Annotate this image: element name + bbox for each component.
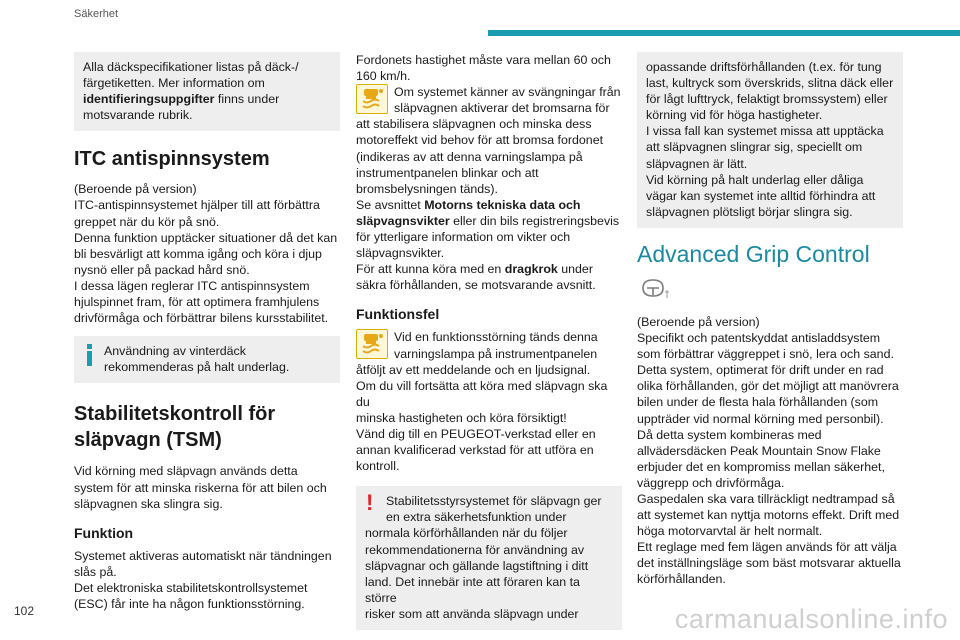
text-line [356, 197, 622, 213]
text-line: uppträder vid normal körning med personbil). [637, 411, 884, 426]
text-line: slås på. [74, 564, 117, 579]
text-line: I dessa lägen reglerar ITC antispinnsystem [74, 278, 310, 293]
text-line: släpvagnen ska slingra sig. [74, 496, 223, 511]
warning-line: för lågt lufttryck, felaktigt bromssystem) eller [646, 92, 888, 107]
text-line: varningslampa på instrumentpanelen [394, 346, 598, 361]
funktion-heading: Funktion [74, 524, 134, 541]
text-line: som förbättrar väggreppet i snö, lera och sand. [637, 347, 894, 362]
warning-line: Stabilitetsstyrsystemet för släpvagn ger [386, 494, 602, 509]
text-line: släpvagnsvikter. [356, 246, 445, 261]
bold-term: släpvagnsvikter [356, 213, 450, 228]
text-line: minska hastigheten och köra försiktigt! [356, 410, 567, 425]
text-line: instrumentpanelen blinkar och att [356, 165, 539, 180]
text-line: Det elektroniska stabilitetskontrollsystemet [74, 580, 308, 595]
fault-paragraph [356, 329, 622, 361]
heading-line: Stabilitetskontroll för [74, 403, 276, 426]
warning-line: Vid körning på halt underlag eller dåliga [646, 172, 864, 187]
note-line: Alla däckspecifikationer listas på däck-/ [83, 60, 299, 74]
column-2 [356, 52, 622, 630]
text-line: bli besvärligt att komma igång och köra i djup [74, 246, 322, 261]
text-line: Specifikt och patentskyddat antisladdsystem [637, 331, 881, 346]
text-line: åtföljt av ett meddelande och en ljudsignal. [356, 362, 591, 377]
agc-heading: Advanced Grip Control [637, 240, 870, 267]
tire-spec-note [74, 52, 340, 131]
text-line: Vid körning med släpvagn används detta [74, 464, 298, 479]
text-line: Detta system, optimerat för drift under en rad [637, 363, 884, 378]
text-line: att systemet kan nyttja motorns effekt. Drift med [637, 508, 900, 523]
text-line: (Beroende på version) [74, 182, 197, 197]
warning-line: normala körförhållanden när du följer [365, 526, 568, 541]
agc-body [637, 314, 903, 588]
text-line: höga motorvarvtal är helt normalt. [637, 524, 823, 539]
header-accent-bar [488, 30, 960, 36]
text-line: Gaspedalen ska vara tillräckligt nedtrampad så [637, 491, 895, 506]
text-line: hjulspinnet fram, för att optimera framhjulens [74, 295, 320, 310]
text-line: (indikeras av att denna varningslampa på [356, 149, 583, 164]
itc-body [74, 181, 340, 326]
text-line: (Beroende på version) [637, 314, 760, 329]
note-line: motsvarande rubrik. [83, 108, 193, 123]
funktionsfel-heading: Funktionsfel [356, 306, 440, 323]
column-1 [74, 52, 340, 612]
text: För att kunna köra med en [356, 262, 505, 277]
text-line: annan kvalificerad verkstad för att utföra en [356, 443, 594, 458]
text-line: erbjuder det en kompromiss mellan säkerhet, [637, 459, 885, 474]
text-line: Om systemet känner av svängningar från [394, 85, 621, 100]
text-line: säkra förhållanden, se motsvarande avsnitt. [356, 278, 596, 293]
text-line: Vid en funktionsstörning tänds denna [394, 330, 598, 345]
text-line [356, 261, 622, 277]
warning-line: opassande driftsförhållanden (t.ex. för tung [646, 60, 882, 74]
info-line: rekommenderas på halt underlag. [104, 360, 290, 375]
warning-line: släpvagnen är lätt. [646, 156, 748, 171]
oscillation-paragraph [356, 84, 622, 116]
note-text: finns under [214, 92, 280, 107]
warning-line: risker som att använda släpvagn under [365, 606, 579, 621]
text-line: kontroll. [356, 459, 400, 474]
text-line: väggrepp och drivförmåga. [637, 475, 785, 490]
text-line: bilen under de flesta hala förhållanden (som [637, 395, 879, 410]
note-line: färgetiketten. Mer information om [83, 76, 265, 91]
warning-icon: ! [366, 490, 374, 516]
text-line: olika förhållanden, gör det möjligt att manövrera [637, 379, 899, 394]
text-line: släpvagnen aktiverar det bromsarna för [394, 101, 610, 116]
text: eller din bils registreringsbevis [449, 213, 620, 228]
winter-tyre-info-box [74, 336, 340, 383]
bold-term: Motorns tekniska data och [424, 197, 581, 212]
text-line: Ett reglage med fem lägen används för att välja [637, 540, 897, 555]
page-number: 102 [14, 604, 35, 618]
bold-term: dragkrok [504, 262, 558, 277]
text-line: körförhållanden. [637, 572, 726, 587]
tsm-heading [74, 401, 340, 453]
section-title: Säkerhet [74, 8, 119, 20]
column-3 [637, 52, 903, 588]
warning-line: släpvagnar och gällande lagstiftning i ditt [365, 558, 589, 573]
text-line: det inställningsläge som bäst motsvarar aktuella [637, 556, 901, 571]
text-line: Vänd dig till en PEUGEOT-verkstad eller en [356, 426, 596, 441]
warning-line: vägar kan systemet inte alltid förhindra att [646, 188, 876, 203]
itc-heading: ITC antispinnsystem [74, 148, 270, 171]
text-line: system för att minska riskerna för att bilen och [74, 480, 327, 495]
warning-continuation-box [637, 52, 903, 228]
warning-line: en extra säkerhetsfunktion under [386, 510, 567, 525]
text-line: ITC-antispinnsystemet hjälper till att förbättra [74, 198, 320, 213]
text-line: för ytterligare information om vikter och [356, 230, 571, 245]
warning-line: land. Det innebär inte att föraren kan ta större [365, 574, 580, 605]
info-line: Användning av vinterdäck [104, 344, 246, 359]
warning-line: släpvagnen plötsligt börjar slingra sig. [646, 204, 853, 219]
warning-line: I vissa fall kan systemet missa att upptäcka [646, 124, 884, 139]
text-line: Fordonets hastighet måste vara mellan 60 och [356, 53, 611, 67]
trailer-warning-box [356, 486, 622, 630]
note-bold-term: identifieringsuppgifter [83, 92, 215, 107]
grip-control-icon [637, 276, 671, 300]
text-line: att stabilisera släpvagnen och minska dess [356, 117, 592, 132]
text-line: (ESC) får inte ha någon funktionsstörning. [74, 596, 305, 611]
funktion-body [74, 548, 340, 612]
text-line: Systemet aktiveras automatiskt när tändningen [74, 548, 332, 563]
text-line [356, 213, 622, 229]
text-line: greppet när du kör på snö. [74, 214, 220, 229]
note-line [83, 91, 331, 107]
tsm-body [74, 463, 340, 511]
text-line: 160 km/h. [356, 69, 411, 84]
text-line: allvädersdäcken Peak Mountain Snow Flake [637, 443, 881, 458]
text-line: Om du vill fortsätta att köra med släpvagn ska du [356, 378, 608, 409]
trailer-warning-icon [356, 84, 388, 114]
text-line: Då detta system kombineras med [637, 427, 822, 442]
warning-line: rekommendationerna för användning av [365, 542, 585, 557]
warning-line: last, kultryck som överskrids, slitna däck eller [646, 76, 894, 91]
text-line: drivförmåga och förbättrar bilens kursstabilitet. [74, 311, 329, 326]
text: Se avsnittet [356, 197, 425, 212]
text-line: nysnö eller på packad hård snö. [74, 262, 250, 277]
text: under [557, 262, 593, 277]
text-line: Denna funktion upptäcker situationer då det kan [74, 230, 338, 245]
watermark: carmanualsonline.info [674, 604, 948, 634]
text-line: bromsbelysningen tänds). [356, 181, 498, 196]
warning-line: körning vid för höga hastigheter. [646, 108, 823, 123]
info-icon [86, 344, 94, 368]
warning-line: att släpvagnen slingrar sig, speciellt om [646, 140, 863, 155]
text-line: motoreffekt vid behov för att bromsa fordonet [356, 133, 604, 148]
heading-line: släpvagn (TSM) [74, 429, 222, 452]
trailer-warning-icon [356, 329, 388, 359]
